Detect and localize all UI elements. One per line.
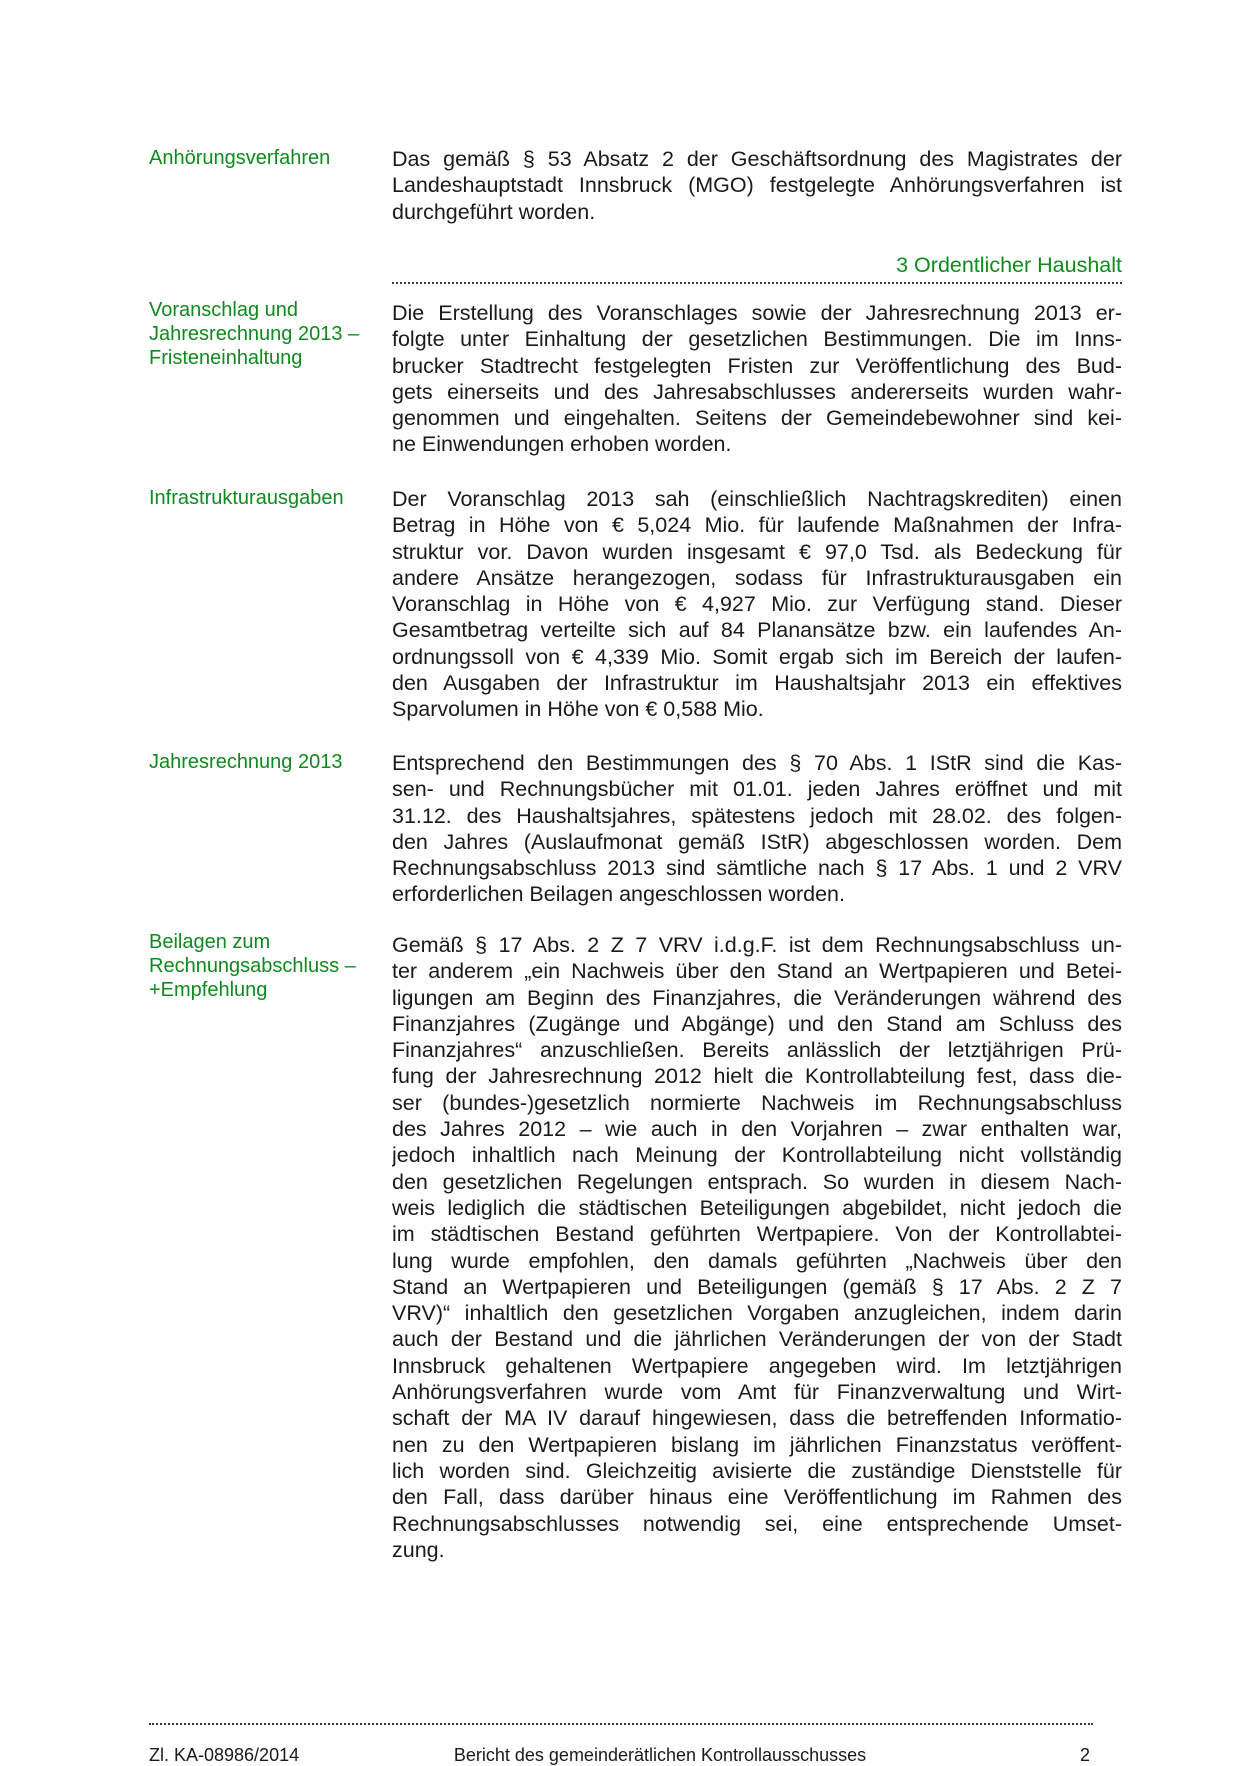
margin-note-line: Jahresrechnung 2013 bbox=[149, 751, 343, 773]
paragraph-infrastruktur bbox=[392, 486, 1122, 723]
text-line: brucker Stadtrecht festgelegten Fristen zur Veröffentlichung des Bud- bbox=[392, 353, 1122, 378]
text-line: des Jahres 2012 – wie auch in den Vorjahren – zwar enthalten war, bbox=[392, 1117, 1122, 1142]
margin-note-line: Beilagen zum bbox=[149, 931, 271, 953]
paragraph-anhoerungsverfahren bbox=[392, 146, 1122, 225]
text-line: zung. bbox=[392, 1537, 445, 1562]
text-line: auch der Bestand und die jährlichen Veränderungen der von der Stadt bbox=[392, 1327, 1122, 1352]
text-line: jedoch inhaltlich nach Meinung der Kontrollabteilung nicht vollständig bbox=[392, 1143, 1122, 1168]
text-line: Voranschlag in Höhe von € 4,927 Mio. zur Verfügung stand. Dieser bbox=[392, 592, 1122, 617]
text-line: Betrag in Höhe von € 5,024 Mio. für laufende Maßnahmen der Infra- bbox=[392, 513, 1122, 538]
text-line: sen- und Rechnungsbücher mit 01.01. jeden Jahres eröffnet und mit bbox=[392, 777, 1122, 802]
text-line: Gemäß § 17 Abs. 2 Z 7 VRV i.d.g.F. ist dem Rechnungsabschluss un- bbox=[392, 933, 1122, 957]
paragraph-fristeneinhaltung bbox=[392, 300, 1122, 458]
text-line: Rechnungsabschlusses notwendig sei, eine entsprechende Umset- bbox=[392, 1511, 1122, 1536]
margin-note-line: Anhörungsverfahren bbox=[149, 147, 331, 169]
text-line: Gesamtbetrag verteilte sich auf 84 Planansätze bzw. ein laufendes An- bbox=[392, 618, 1122, 643]
margin-note-fristeneinhaltung bbox=[149, 298, 379, 370]
text-line: im städtischen Bestand geführten Wertpapiere. Von der Kontrollabtei- bbox=[392, 1222, 1122, 1247]
text-line: Anhörungsverfahren wurde vom Amt für Finanzverwaltung und Wirt- bbox=[392, 1380, 1122, 1405]
text-line: ser (bundes-)gesetzlich normierte Nachweis im Rechnungsabschluss bbox=[392, 1090, 1122, 1115]
paragraph-jahresrechnung bbox=[392, 750, 1122, 908]
text-line: den gesetzlichen Regelungen entsprach. So wurden in diesem Nach- bbox=[392, 1169, 1122, 1194]
text-line: folgte unter Einhaltung der gesetzlichen Bestimmungen. Die im Inns- bbox=[392, 327, 1122, 352]
heading-divider bbox=[392, 282, 1122, 284]
footer-divider bbox=[149, 1723, 1093, 1725]
margin-note-beilagen bbox=[149, 930, 379, 1002]
margin-note-line: +Empfehlung bbox=[149, 979, 268, 1001]
text-line: den Ausgaben der Infrastruktur im Haushaltsjahr 2013 ein effektives bbox=[392, 671, 1122, 696]
text-line: Rechnungsabschluss 2013 sind sämtliche nach § 17 Abs. 1 und 2 VRV bbox=[392, 856, 1122, 881]
footer-page-number: 2 bbox=[1079, 1745, 1090, 1765]
text-line: lung wurde empfohlen, den damals geführten „Nachweis über den bbox=[392, 1248, 1122, 1273]
text-line: erforderlichen Beilagen angeschlossen worden. bbox=[392, 882, 845, 907]
margin-note-infrastruktur bbox=[149, 486, 379, 510]
section-heading: 3 Ordentlicher Haushalt bbox=[896, 253, 1122, 277]
margin-note-line: Jahresrechnung 2013 – bbox=[149, 323, 360, 345]
margin-note-line: Infrastrukturausgaben bbox=[149, 487, 344, 509]
margin-note-line: Rechnungsabschluss – bbox=[149, 955, 356, 977]
text-line: fung der Jahresrechnung 2012 hielt die Kontrollabteilung fest, dass die- bbox=[392, 1064, 1122, 1089]
text-line: durchgeführt worden. bbox=[392, 199, 596, 224]
text-line: ordnungssoll von € 4,339 Mio. Somit ergab sich im Bereich der laufen- bbox=[392, 644, 1122, 669]
footer-reference: Zl. KA-08986/2014 bbox=[149, 1745, 300, 1765]
text-line: Finanzjahres (Zugänge und Abgänge) und den Stand am Schluss des bbox=[392, 1011, 1122, 1036]
text-line: Finanzjahres“ anzuschließen. Bereits anlässlich der letztjährigen Prü- bbox=[392, 1038, 1122, 1063]
paragraph-beilagen bbox=[392, 932, 1122, 1563]
text-line: VRV)“ inhaltlich den gesetzlichen Vorgaben anzugleichen, indem darin bbox=[392, 1301, 1122, 1326]
text-line: Stand an Wertpapieren und Beteiligungen (gemäß § 17 Abs. 2 Z 7 bbox=[392, 1274, 1122, 1299]
text-line: Innsbruck gehaltenen Wertpapiere angegeben wird. Im letztjährigen bbox=[392, 1353, 1122, 1378]
text-line: lich worden sind. Gleichzeitig avisierte die zuständige Dienststelle für bbox=[392, 1458, 1122, 1483]
text-line: den Jahres (Auslaufmonat gemäß IStR) abgeschlossen worden. Dem bbox=[392, 829, 1122, 854]
text-line: Entsprechend den Bestimmungen des § 70 Abs. 1 IStR sind die Kas- bbox=[392, 751, 1122, 775]
text-line: schaft der MA IV darauf hingewiesen, dass die betreffenden Informatio- bbox=[392, 1406, 1122, 1431]
text-line: ter anderem „ein Nachweis über den Stand an Wertpapieren und Betei- bbox=[392, 959, 1122, 984]
text-line: Das gemäß § 53 Absatz 2 der Geschäftsordnung des Magistrates der bbox=[392, 147, 1122, 171]
margin-note-line: Voranschlag und bbox=[149, 299, 299, 321]
margin-note-line: Fristeneinhaltung bbox=[149, 347, 303, 369]
margin-note-jahresrechnung bbox=[149, 750, 379, 774]
text-line: genommen und eingehalten. Seitens der Gemeindebewohner sind kei- bbox=[392, 406, 1122, 431]
text-line: ne Einwendungen erhoben worden. bbox=[392, 432, 732, 457]
margin-note-anhoerungsverfahren bbox=[149, 146, 379, 170]
text-line: gets einerseits und des Jahresabschlusses andererseits wurden wahr- bbox=[392, 379, 1122, 404]
text-line: Sparvolumen in Höhe von € 0,588 Mio. bbox=[392, 697, 764, 722]
text-line: den Fall, dass darüber hinaus eine Veröffentlichung im Rahmen des bbox=[392, 1485, 1122, 1510]
text-line: weis lediglich die städtischen Beteiligungen abgebildet, nicht jedoch die bbox=[392, 1195, 1122, 1220]
text-line: Die Erstellung des Voranschlages sowie der Jahresrechnung 2013 er- bbox=[392, 301, 1122, 325]
text-line: ligungen am Beginn des Finanzjahres, die Veränderungen während des bbox=[392, 985, 1122, 1010]
text-line: nen zu den Wertpapieren bislang im jährlichen Finanzstatus veröffent- bbox=[392, 1432, 1122, 1457]
footer-title: Bericht des gemeinderätlichen Kontrollausschusses bbox=[453, 1745, 867, 1765]
text-line: andere Ansätze herangezogen, sodass für Infrastrukturausgaben ein bbox=[392, 565, 1122, 590]
text-line: 31.12. des Haushaltsjahres, spätestens jedoch mit 28.02. des folgen- bbox=[392, 803, 1122, 828]
text-line: Der Voranschlag 2013 sah (einschließlich Nachtragskrediten) einen bbox=[392, 487, 1122, 511]
text-line: Landeshauptstadt Innsbruck (MGO) festgelegte Anhörungsverfahren ist bbox=[392, 173, 1122, 198]
text-line: struktur vor. Davon wurden insgesamt € 97,0 Tsd. als Bedeckung für bbox=[392, 539, 1122, 564]
